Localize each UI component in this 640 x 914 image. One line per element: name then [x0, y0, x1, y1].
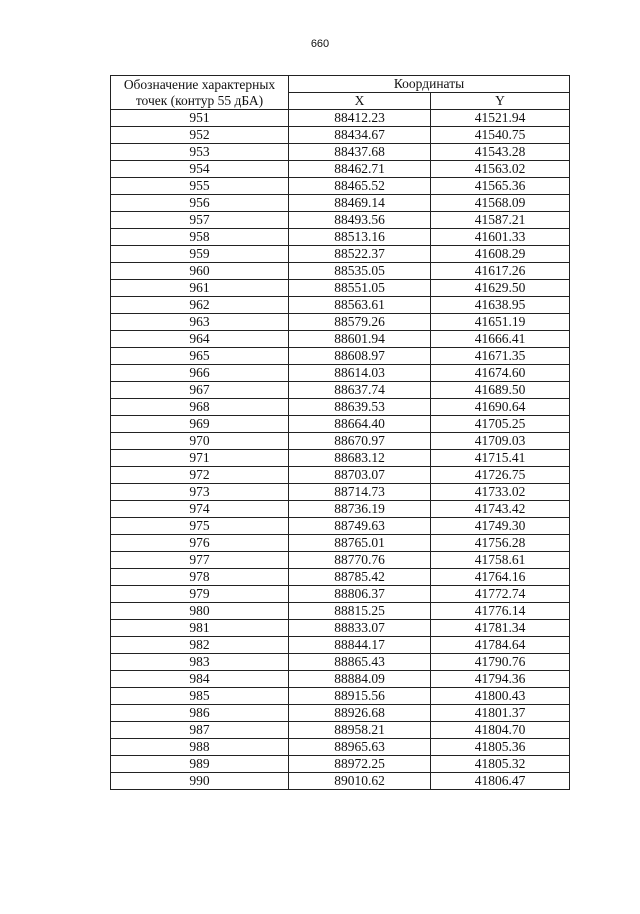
x-value-cell: 88785.42 — [289, 569, 431, 586]
y-value-cell: 41805.32 — [431, 756, 570, 773]
table-row — [111, 127, 570, 144]
x-value-cell: 88535.05 — [289, 263, 431, 280]
table-row — [111, 144, 570, 161]
coordinates-table — [110, 75, 570, 790]
x-value-cell: 89010.62 — [289, 773, 431, 790]
table-row — [111, 586, 570, 603]
table-row — [111, 399, 570, 416]
x-value-cell: 88958.21 — [289, 722, 431, 739]
y-value-cell: 41638.95 — [431, 297, 570, 314]
coordinates-header: Координаты — [289, 76, 570, 93]
x-value-cell: 88865.43 — [289, 654, 431, 671]
x-value-cell: 88884.09 — [289, 671, 431, 688]
point-id-cell: 967 — [111, 382, 289, 399]
y-value-cell: 41806.47 — [431, 773, 570, 790]
point-id-cell: 975 — [111, 518, 289, 535]
point-id-cell: 977 — [111, 552, 289, 569]
point-id-cell: 976 — [111, 535, 289, 552]
point-id-cell: 973 — [111, 484, 289, 501]
point-id-cell: 979 — [111, 586, 289, 603]
point-id-cell: 952 — [111, 127, 289, 144]
table-row — [111, 331, 570, 348]
point-id-cell: 960 — [111, 263, 289, 280]
y-value-cell: 41709.03 — [431, 433, 570, 450]
point-id-cell: 984 — [111, 671, 289, 688]
x-value-cell: 88770.76 — [289, 552, 431, 569]
table-row — [111, 110, 570, 127]
point-id-cell: 958 — [111, 229, 289, 246]
table-row — [111, 382, 570, 399]
table-row — [111, 654, 570, 671]
y-value-cell: 41565.36 — [431, 178, 570, 195]
table-header-row — [111, 76, 570, 93]
point-id-cell: 978 — [111, 569, 289, 586]
y-value-cell: 41563.02 — [431, 161, 570, 178]
y-value-cell: 41801.37 — [431, 705, 570, 722]
y-value-cell: 41587.21 — [431, 212, 570, 229]
table-row — [111, 722, 570, 739]
point-id-cell: 961 — [111, 280, 289, 297]
y-value-cell: 41776.14 — [431, 603, 570, 620]
x-value-cell: 88522.37 — [289, 246, 431, 263]
x-value-cell: 88637.74 — [289, 382, 431, 399]
x-value-cell: 88683.12 — [289, 450, 431, 467]
y-value-cell: 41804.70 — [431, 722, 570, 739]
x-value-cell: 88703.07 — [289, 467, 431, 484]
y-value-cell: 41790.76 — [431, 654, 570, 671]
y-value-cell: 41800.43 — [431, 688, 570, 705]
x-value-cell: 88601.94 — [289, 331, 431, 348]
point-id-cell: 965 — [111, 348, 289, 365]
x-value-cell: 88972.25 — [289, 756, 431, 773]
y-value-cell: 41671.35 — [431, 348, 570, 365]
y-value-cell: 41749.30 — [431, 518, 570, 535]
table-row — [111, 416, 570, 433]
point-id-cell: 989 — [111, 756, 289, 773]
point-id-cell: 954 — [111, 161, 289, 178]
table-row — [111, 433, 570, 450]
x-value-cell: 88926.68 — [289, 705, 431, 722]
y-value-cell: 41543.28 — [431, 144, 570, 161]
x-value-cell: 88833.07 — [289, 620, 431, 637]
y-value-cell: 41772.74 — [431, 586, 570, 603]
table-row — [111, 705, 570, 722]
y-value-cell: 41715.41 — [431, 450, 570, 467]
point-id-cell: 968 — [111, 399, 289, 416]
x-value-cell: 88815.25 — [289, 603, 431, 620]
point-id-cell: 985 — [111, 688, 289, 705]
point-id-cell: 955 — [111, 178, 289, 195]
table-row — [111, 620, 570, 637]
x-value-cell: 88639.53 — [289, 399, 431, 416]
x-value-cell: 88965.63 — [289, 739, 431, 756]
y-value-cell: 41617.26 — [431, 263, 570, 280]
point-id-cell: 970 — [111, 433, 289, 450]
point-id-cell: 982 — [111, 637, 289, 654]
y-value-cell: 41756.28 — [431, 535, 570, 552]
table-row — [111, 756, 570, 773]
table-body — [111, 110, 570, 790]
x-value-cell: 88465.52 — [289, 178, 431, 195]
table-row — [111, 297, 570, 314]
y-value-cell: 41521.94 — [431, 110, 570, 127]
table-row — [111, 246, 570, 263]
point-id-cell: 969 — [111, 416, 289, 433]
y-value-cell: 41784.64 — [431, 637, 570, 654]
y-value-cell: 41794.36 — [431, 671, 570, 688]
table-row — [111, 518, 570, 535]
y-value-cell: 41568.09 — [431, 195, 570, 212]
x-value-cell: 88844.17 — [289, 637, 431, 654]
table-row — [111, 535, 570, 552]
point-id-cell: 956 — [111, 195, 289, 212]
y-value-cell: 41651.19 — [431, 314, 570, 331]
x-value-cell: 88462.71 — [289, 161, 431, 178]
table-row — [111, 263, 570, 280]
x-column-header: X — [289, 93, 431, 110]
x-value-cell: 88551.05 — [289, 280, 431, 297]
table-row — [111, 671, 570, 688]
point-id-cell: 990 — [111, 773, 289, 790]
point-id-cell: 980 — [111, 603, 289, 620]
y-value-cell: 41705.25 — [431, 416, 570, 433]
y-value-cell: 41601.33 — [431, 229, 570, 246]
y-value-cell: 41690.64 — [431, 399, 570, 416]
point-id-cell: 957 — [111, 212, 289, 229]
table-row — [111, 178, 570, 195]
table-row — [111, 688, 570, 705]
table-row — [111, 501, 570, 518]
point-id-cell: 964 — [111, 331, 289, 348]
point-id-cell: 951 — [111, 110, 289, 127]
point-id-cell: 972 — [111, 467, 289, 484]
table-row — [111, 195, 570, 212]
point-id-cell: 988 — [111, 739, 289, 756]
y-value-cell: 41781.34 — [431, 620, 570, 637]
x-value-cell: 88749.63 — [289, 518, 431, 535]
y-value-cell: 41726.75 — [431, 467, 570, 484]
point-id-cell: 983 — [111, 654, 289, 671]
x-value-cell: 88563.61 — [289, 297, 431, 314]
y-value-cell: 41674.60 — [431, 365, 570, 382]
x-value-cell: 88579.26 — [289, 314, 431, 331]
point-id-cell: 987 — [111, 722, 289, 739]
table-row — [111, 212, 570, 229]
table-row — [111, 314, 570, 331]
point-id-cell: 963 — [111, 314, 289, 331]
y-value-cell: 41689.50 — [431, 382, 570, 399]
x-value-cell: 88469.14 — [289, 195, 431, 212]
x-value-cell: 88806.37 — [289, 586, 431, 603]
point-id-cell: 971 — [111, 450, 289, 467]
x-value-cell: 88437.68 — [289, 144, 431, 161]
point-label-header: Обозначение характерных точек (контур 55 дБА) — [111, 76, 289, 110]
table-row — [111, 739, 570, 756]
point-id-cell: 986 — [111, 705, 289, 722]
y-value-cell: 41733.02 — [431, 484, 570, 501]
y-value-cell: 41758.61 — [431, 552, 570, 569]
table-row — [111, 467, 570, 484]
x-value-cell: 88670.97 — [289, 433, 431, 450]
x-value-cell: 88765.01 — [289, 535, 431, 552]
table-row — [111, 603, 570, 620]
table-row — [111, 161, 570, 178]
x-value-cell: 88614.03 — [289, 365, 431, 382]
table-row — [111, 348, 570, 365]
x-value-cell: 88493.56 — [289, 212, 431, 229]
y-value-cell: 41805.36 — [431, 739, 570, 756]
table-row — [111, 365, 570, 382]
y-value-cell: 41764.16 — [431, 569, 570, 586]
y-value-cell: 41629.50 — [431, 280, 570, 297]
point-id-cell: 962 — [111, 297, 289, 314]
x-value-cell: 88915.56 — [289, 688, 431, 705]
x-value-cell: 88513.16 — [289, 229, 431, 246]
x-value-cell: 88434.67 — [289, 127, 431, 144]
y-column-header: Y — [431, 93, 570, 110]
table-row — [111, 552, 570, 569]
table-row — [111, 569, 570, 586]
x-value-cell: 88664.40 — [289, 416, 431, 433]
table-row — [111, 484, 570, 501]
page-number: 660 — [310, 38, 330, 50]
table-row — [111, 280, 570, 297]
point-id-cell: 966 — [111, 365, 289, 382]
x-value-cell: 88412.23 — [289, 110, 431, 127]
y-value-cell: 41608.29 — [431, 246, 570, 263]
table-row — [111, 773, 570, 790]
table-row — [111, 450, 570, 467]
point-id-cell: 959 — [111, 246, 289, 263]
y-value-cell: 41666.41 — [431, 331, 570, 348]
x-value-cell: 88736.19 — [289, 501, 431, 518]
point-id-cell: 953 — [111, 144, 289, 161]
point-id-cell: 981 — [111, 620, 289, 637]
table-row — [111, 229, 570, 246]
y-value-cell: 41540.75 — [431, 127, 570, 144]
point-id-cell: 974 — [111, 501, 289, 518]
x-value-cell: 88714.73 — [289, 484, 431, 501]
y-value-cell: 41743.42 — [431, 501, 570, 518]
table-row — [111, 637, 570, 654]
x-value-cell: 88608.97 — [289, 348, 431, 365]
